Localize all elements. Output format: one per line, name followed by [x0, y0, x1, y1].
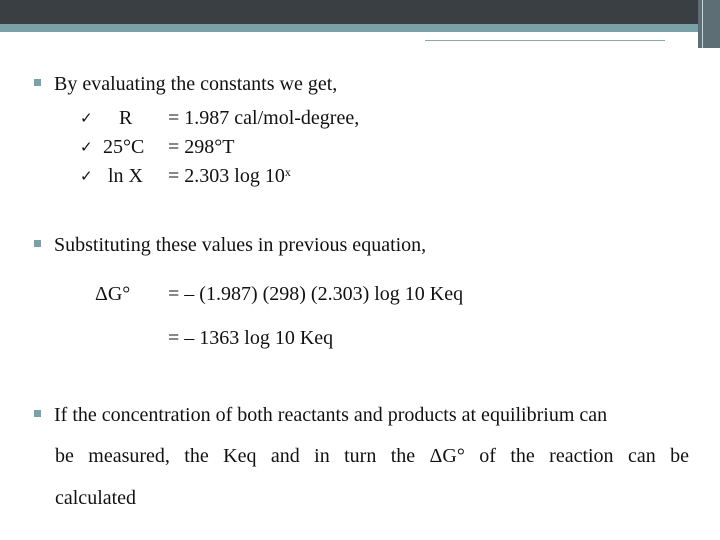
constant-value-r: = 1.987 cal/mol-degree, — [168, 107, 360, 129]
bullet-2-text: Substituting these values in previous equation, — [54, 234, 427, 256]
constant-label-r: R — [119, 107, 133, 129]
constant-label-lnx: ln X — [108, 165, 143, 187]
header-dark-bar — [0, 0, 720, 24]
bullet-3-line-2: be measured, the Keq and in turn the ΔG° of the reaction can be — [55, 445, 689, 467]
constant-value-lnx-exponent: x — [284, 165, 291, 179]
checkmark-icon: ✓ — [80, 109, 93, 127]
square-bullet-icon — [34, 79, 41, 86]
checkmark-icon: ✓ — [80, 167, 93, 185]
constant-label-temp: 25°C — [103, 136, 145, 158]
bullet-3-line-1: If the concentration of both reactants and products at equilibrium can — [54, 404, 608, 426]
square-bullet-icon — [34, 240, 41, 247]
constant-value-lnx-text: = 2.303 log 10 — [168, 165, 285, 187]
constant-value-temp: = 298°T — [168, 136, 235, 158]
header-accent-bar — [0, 24, 720, 32]
equation-line-2: = – 1363 log 10 Keq — [168, 327, 334, 349]
checkmark-icon: ✓ — [80, 138, 93, 156]
bullet-1-text: By evaluating the constants we get, — [54, 73, 338, 95]
bullet-3-line-3: calculated — [55, 487, 137, 509]
square-bullet-icon — [34, 410, 41, 417]
corner-panel — [698, 0, 720, 48]
delta-g-symbol: ΔG° — [95, 283, 131, 305]
header-rule — [425, 40, 665, 41]
constant-value-lnx — [168, 164, 291, 188]
equation-line-1: = – (1.987) (298) (2.303) log 10 Keq — [168, 283, 464, 305]
